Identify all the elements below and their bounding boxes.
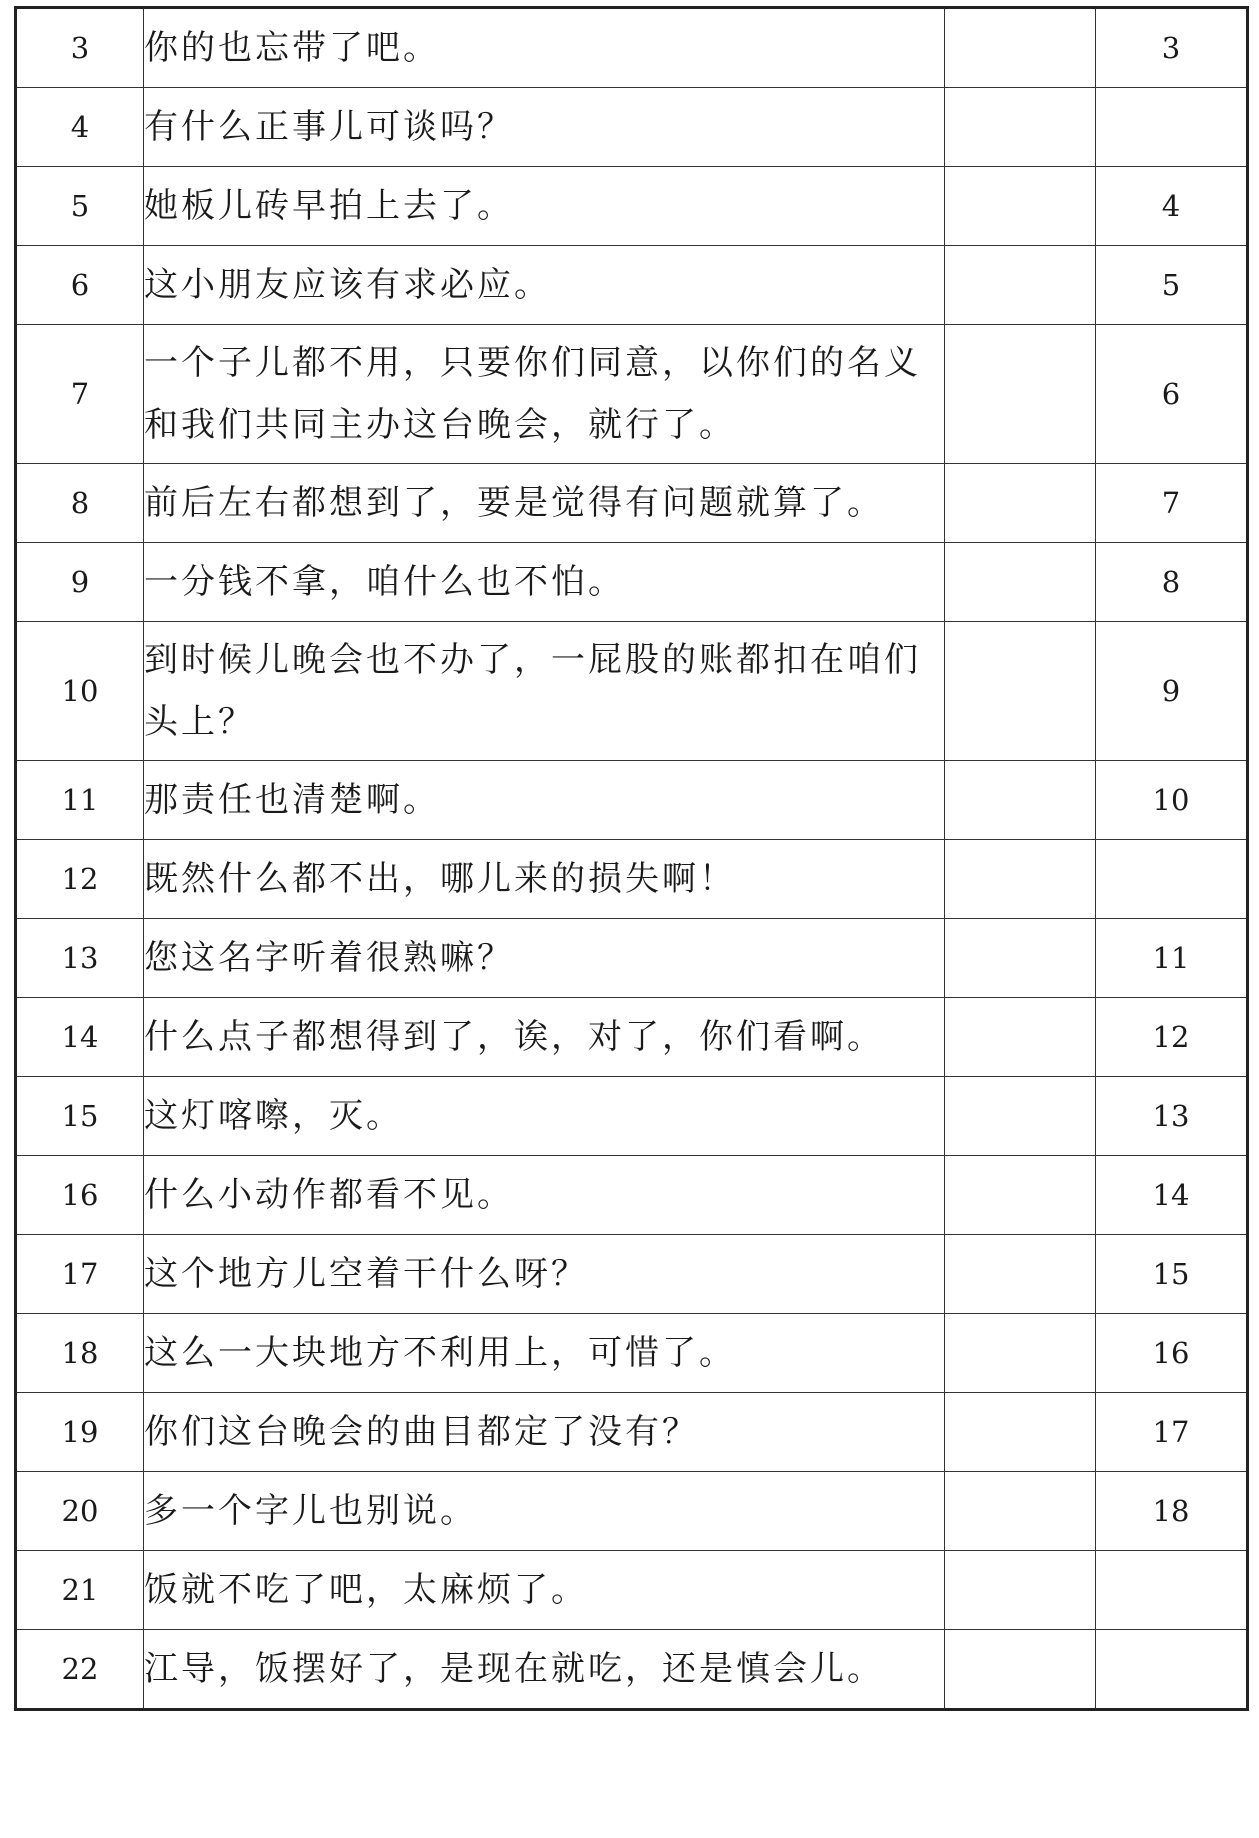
row-number: 22 (16, 1630, 144, 1710)
sentence-table (14, 6, 1249, 1711)
blank-cell (945, 1472, 1096, 1551)
reference-number: 3 (1096, 8, 1248, 88)
blank-cell (945, 1393, 1096, 1472)
sentence-text: 这灯喀嚓，灭。 (144, 1077, 945, 1156)
reference-number: 14 (1096, 1156, 1248, 1235)
sentence-text: 什么点子都想得到了，诶，对了，你们看啊。 (144, 998, 945, 1077)
sentence-text: 她板儿砖早拍上去了。 (144, 167, 945, 246)
row-number: 12 (16, 840, 144, 919)
row-number: 8 (16, 464, 144, 543)
blank-cell (945, 1314, 1096, 1393)
blank-cell (945, 543, 1096, 622)
table-row (16, 8, 1248, 88)
blank-cell (945, 622, 1096, 761)
table-row (16, 1393, 1248, 1472)
sentence-text: 你的也忘带了吧。 (144, 8, 945, 88)
reference-number: 8 (1096, 543, 1248, 622)
reference-number (1096, 88, 1248, 167)
blank-cell (945, 464, 1096, 543)
reference-number: 12 (1096, 998, 1248, 1077)
reference-number: 7 (1096, 464, 1248, 543)
row-number: 11 (16, 761, 144, 840)
table-row (16, 464, 1248, 543)
reference-number: 13 (1096, 1077, 1248, 1156)
sentence-text: 多一个字儿也别说。 (144, 1472, 945, 1551)
table-row (16, 1314, 1248, 1393)
sentence-text: 前后左右都想到了，要是觉得有问题就算了。 (144, 464, 945, 543)
row-number: 17 (16, 1235, 144, 1314)
blank-cell (945, 1235, 1096, 1314)
sentence-text: 既然什么都不出，哪儿来的损失啊！ (144, 840, 945, 919)
table-row (16, 1472, 1248, 1551)
sentence-text: 这小朋友应该有求必应。 (144, 246, 945, 325)
sentence-text: 有什么正事儿可谈吗？ (144, 88, 945, 167)
sentence-text: 那责任也清楚啊。 (144, 761, 945, 840)
table-row (16, 1077, 1248, 1156)
blank-cell (945, 325, 1096, 464)
table-row (16, 622, 1248, 761)
blank-cell (945, 1077, 1096, 1156)
reference-number: 17 (1096, 1393, 1248, 1472)
row-number: 15 (16, 1077, 144, 1156)
table-row (16, 1630, 1248, 1710)
reference-number: 6 (1096, 325, 1248, 464)
row-number: 13 (16, 919, 144, 998)
reference-number (1096, 1551, 1248, 1630)
row-number: 14 (16, 998, 144, 1077)
row-number: 19 (16, 1393, 144, 1472)
row-number: 7 (16, 325, 144, 464)
row-number: 21 (16, 1551, 144, 1630)
sentence-text: 你们这台晚会的曲目都定了没有？ (144, 1393, 945, 1472)
table-row (16, 840, 1248, 919)
blank-cell (945, 919, 1096, 998)
table-row (16, 325, 1248, 464)
reference-number: 18 (1096, 1472, 1248, 1551)
sentence-text: 这个地方儿空着干什么呀？ (144, 1235, 945, 1314)
sentence-text: 什么小动作都看不见。 (144, 1156, 945, 1235)
table-row (16, 919, 1248, 998)
row-number: 16 (16, 1156, 144, 1235)
sentence-text: 一分钱不拿，咱什么也不怕。 (144, 543, 945, 622)
reference-number: 5 (1096, 246, 1248, 325)
row-number: 9 (16, 543, 144, 622)
blank-cell (945, 840, 1096, 919)
blank-cell (945, 998, 1096, 1077)
table-row (16, 167, 1248, 246)
sentence-table-wrapper (14, 6, 1246, 1711)
reference-number: 9 (1096, 622, 1248, 761)
reference-number: 15 (1096, 1235, 1248, 1314)
sentence-text: 您这名字听着很熟嘛？ (144, 919, 945, 998)
sentence-text: 这么一大块地方不利用上，可惜了。 (144, 1314, 945, 1393)
sentence-text: 到时候儿晚会也不办了，一屁股的账都扣在咱们头上？ (144, 622, 945, 761)
table-row (16, 88, 1248, 167)
table-row (16, 761, 1248, 840)
row-number: 3 (16, 8, 144, 88)
table-row (16, 1156, 1248, 1235)
blank-cell (945, 167, 1096, 246)
reference-number: 4 (1096, 167, 1248, 246)
blank-cell (945, 1630, 1096, 1710)
row-number: 18 (16, 1314, 144, 1393)
row-number: 6 (16, 246, 144, 325)
reference-number: 11 (1096, 919, 1248, 998)
row-number: 20 (16, 1472, 144, 1551)
blank-cell (945, 761, 1096, 840)
sentence-text: 江导，饭摆好了，是现在就吃，还是慎会儿。 (144, 1630, 945, 1710)
row-number: 5 (16, 167, 144, 246)
row-number: 4 (16, 88, 144, 167)
blank-cell (945, 88, 1096, 167)
table-row (16, 1235, 1248, 1314)
blank-cell (945, 8, 1096, 88)
blank-cell (945, 246, 1096, 325)
row-number: 10 (16, 622, 144, 761)
table-row (16, 246, 1248, 325)
table-row (16, 998, 1248, 1077)
sentence-text: 饭就不吃了吧，太麻烦了。 (144, 1551, 945, 1630)
table-row (16, 1551, 1248, 1630)
table-row (16, 543, 1248, 622)
reference-number (1096, 1630, 1248, 1710)
reference-number: 10 (1096, 761, 1248, 840)
blank-cell (945, 1156, 1096, 1235)
sentence-text: 一个子儿都不用，只要你们同意，以你们的名义和我们共同主办这台晚会，就行了。 (144, 325, 945, 464)
reference-number (1096, 840, 1248, 919)
reference-number: 16 (1096, 1314, 1248, 1393)
blank-cell (945, 1551, 1096, 1630)
